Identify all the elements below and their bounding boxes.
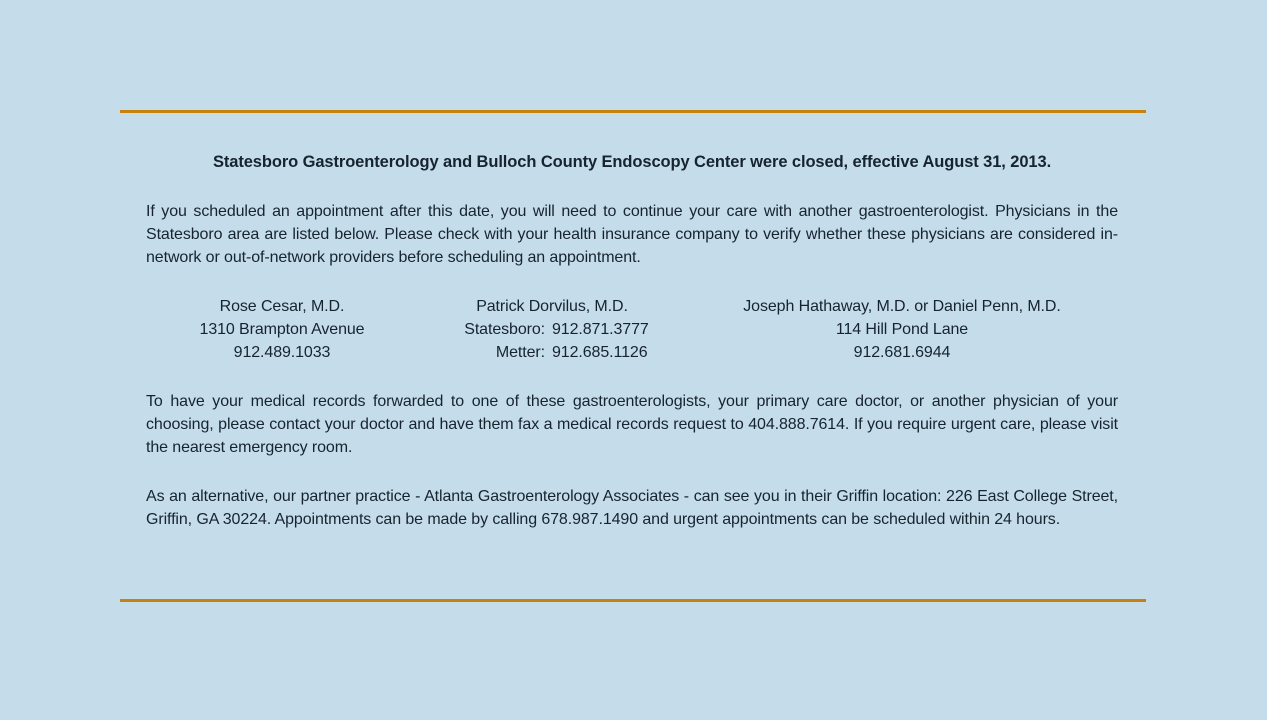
notice-title: Statesboro Gastroenterology and Bulloch County Endoscopy Center were closed, effective August 31, 2013.: [212, 153, 1052, 171]
physician-hathaway-penn: [686, 295, 1118, 364]
location-label: Statesboro:: [464, 321, 545, 338]
physician-name: Joseph Hathaway, M.D. or Daniel Penn, M.D.: [743, 298, 1061, 315]
alternative-practice-paragraph: As an alternative, our partner practice - Atlanta Gastroenterology Associates - can see you in their Griffin location: 226 East College Street, Griffin, GA 30224. Appointments can be made by calling 678.987.1490 and urgent appointments can be scheduled within 24 hours.: [146, 488, 1118, 528]
physician-phone: 912.489.1033: [233, 344, 331, 361]
closure-notice-panel: [120, 110, 1146, 602]
physician-name: Rose Cesar, M.D.: [219, 298, 345, 315]
physician-address: 1310 Brampton Avenue: [199, 321, 365, 338]
physician-patrick-dorvilus: [418, 295, 686, 364]
physician-rose-cesar: [146, 295, 418, 364]
location-phone-row: [418, 341, 686, 364]
location-phone: 912.685.1126: [552, 344, 648, 361]
physicians-list: [146, 295, 1118, 364]
notice-content: [120, 113, 1146, 531]
physician-name: Patrick Dorvilus, M.D.: [476, 298, 628, 315]
location-label: Metter:: [495, 344, 545, 361]
location-phone-row: [418, 318, 686, 341]
medical-records-paragraph: To have your medical records forwarded to one of these gastroenterologists, your primary care doctor, or another physician of your choosing, please contact your doctor and have them fax a medical records request to 404.888.7614. If you require urgent care, please visit the nearest emergency room.: [146, 393, 1118, 456]
physician-address: 114 Hill Pond Lane: [835, 321, 969, 338]
continue-care-paragraph: If you scheduled an appointment after this date, you will need to continue your care with another gastroenterologist. Physicians in the Statesboro area are listed below. Please check with your health insurance company to verify whether these physicians are considered in-network or out-of-network providers before scheduling an appointment.: [146, 203, 1118, 266]
physician-phone: 912.681.6944: [853, 344, 951, 361]
location-phone: 912.871.3777: [552, 321, 649, 338]
